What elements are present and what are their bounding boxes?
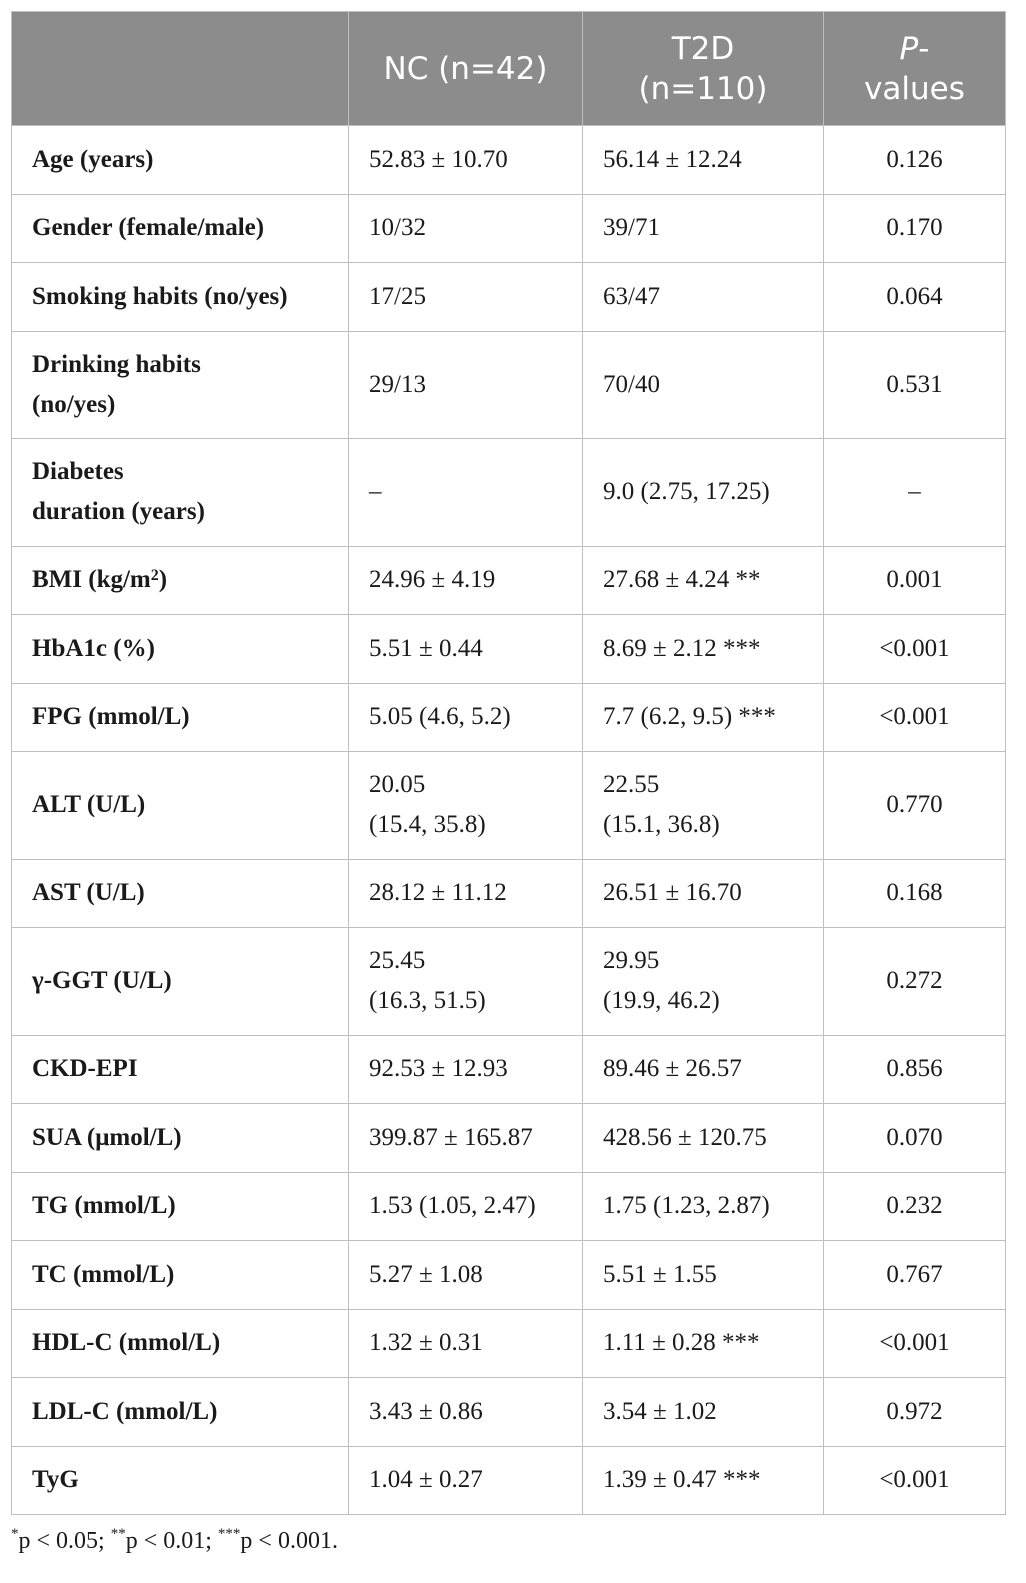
nc-value: 24.96 ± 4.19 [349, 546, 583, 615]
t2d-value: 9.0 (2.75, 17.25) [583, 439, 824, 547]
row-label: Gender (female/male) [12, 194, 349, 263]
row-label [12, 546, 349, 615]
table-row-bmi [12, 546, 1006, 615]
row-label [12, 439, 349, 547]
row-label-line2: duration (years) [32, 498, 205, 526]
table-row-ckd-epi [12, 1035, 1006, 1104]
p-value: 0.126 [824, 126, 1006, 195]
row-label: γ-GGT (U/L) [12, 928, 349, 1036]
footnote-star-3: *** [217, 1526, 241, 1542]
table-footnote [11, 1528, 338, 1555]
t2d-value: 70/40 [583, 331, 824, 439]
nc-value: 3.43 ± 0.86 [349, 1378, 583, 1447]
t2d-value: 39/71 [583, 194, 824, 263]
row-label: AST (U/L) [12, 859, 349, 928]
footnote-star-1: * [11, 1526, 19, 1542]
t2d-value: 27.68 ± 4.24 ** [583, 546, 824, 615]
nc-value: 1.32 ± 0.31 [349, 1309, 583, 1378]
nc-value: 5.51 ± 0.44 [349, 615, 583, 684]
t2d-value: 26.51 ± 16.70 [583, 859, 824, 928]
t2d-value-line1: 29.95 [603, 947, 660, 975]
table-row-diabetes-duration [12, 439, 1006, 547]
row-label-main: BMI (kg/m [32, 566, 151, 594]
header-nc: NC (n=42) [349, 12, 583, 126]
p-value: 0.972 [824, 1378, 1006, 1447]
footnote-star-2: ** [110, 1526, 126, 1542]
row-label: TC (mmol/L) [12, 1241, 349, 1310]
t2d-value-line2: (15.1, 36.8) [603, 811, 720, 839]
row-label: TyG [12, 1446, 349, 1515]
p-value: 0.272 [824, 928, 1006, 1036]
row-label [12, 331, 349, 439]
p-value: <0.001 [824, 683, 1006, 752]
table-row-age [12, 126, 1006, 195]
table-row-gender [12, 194, 1006, 263]
nc-value-line2: (15.4, 35.8) [369, 811, 486, 839]
t2d-value: 89.46 ± 26.57 [583, 1035, 824, 1104]
baseline-characteristics-table [11, 11, 1006, 1515]
t2d-value: 56.14 ± 12.24 [583, 126, 824, 195]
table-row-ldl-c [12, 1378, 1006, 1447]
t2d-value: 63/47 [583, 263, 824, 332]
header-pvalues-dash: - [918, 30, 930, 67]
p-value: 0.767 [824, 1241, 1006, 1310]
table-row-drinking [12, 331, 1006, 439]
row-label-end: ) [158, 566, 168, 594]
row-label: CKD-EPI [12, 1035, 349, 1104]
nc-value: 92.53 ± 12.93 [349, 1035, 583, 1104]
table-row-alt [12, 752, 1006, 860]
nc-value-line2: (16.3, 51.5) [369, 987, 486, 1015]
t2d-value [583, 928, 824, 1036]
table-row-smoking [12, 263, 1006, 332]
p-value: 0.064 [824, 263, 1006, 332]
footnote-text-1: p < 0.05; [18, 1528, 111, 1554]
row-label-line1: Drinking habits [32, 350, 201, 378]
nc-value: 29/13 [349, 331, 583, 439]
nc-value: 17/25 [349, 263, 583, 332]
nc-value: 1.04 ± 0.27 [349, 1446, 583, 1515]
t2d-value [583, 752, 824, 860]
row-label: FPG (mmol/L) [12, 683, 349, 752]
table-row-tyg [12, 1446, 1006, 1515]
table-row-fpg [12, 683, 1006, 752]
p-value: 0.770 [824, 752, 1006, 860]
p-value: 0.070 [824, 1104, 1006, 1173]
p-value: <0.001 [824, 1309, 1006, 1378]
nc-value [349, 928, 583, 1036]
row-label: HDL-C (mmol/L) [12, 1309, 349, 1378]
header-empty-cell [12, 12, 349, 126]
p-value: 0.170 [824, 194, 1006, 263]
t2d-value: 428.56 ± 120.75 [583, 1104, 824, 1173]
t2d-value: 1.75 (1.23, 2.87) [583, 1172, 824, 1241]
row-label: Smoking habits (no/yes) [12, 263, 349, 332]
row-label: TG (mmol/L) [12, 1172, 349, 1241]
nc-value: – [349, 439, 583, 547]
nc-value: 5.27 ± 1.08 [349, 1241, 583, 1310]
header-t2d-line1: T2D [671, 30, 735, 67]
table-row-sua [12, 1104, 1006, 1173]
p-value: <0.001 [824, 1446, 1006, 1515]
header-t2d [583, 12, 824, 126]
table-row-ggt [12, 928, 1006, 1036]
t2d-value: 5.51 ± 1.55 [583, 1241, 824, 1310]
t2d-value-line1: 22.55 [603, 771, 660, 799]
nc-value: 399.87 ± 165.87 [349, 1104, 583, 1173]
p-value: – [824, 439, 1006, 547]
nc-value: 10/32 [349, 194, 583, 263]
table-row-tg [12, 1172, 1006, 1241]
row-label-line2: (no/yes) [32, 390, 116, 418]
row-label-line1: Diabetes [32, 458, 124, 486]
nc-value [349, 752, 583, 860]
p-value: <0.001 [824, 615, 1006, 684]
row-label-superscript: 2 [150, 567, 159, 585]
footnote-text-2: p < 0.01; [125, 1528, 218, 1554]
p-value: 0.856 [824, 1035, 1006, 1104]
t2d-value: 8.69 ± 2.12 *** [583, 615, 824, 684]
nc-value: 5.05 (4.6, 5.2) [349, 683, 583, 752]
t2d-value: 7.7 (6.2, 9.5) *** [583, 683, 824, 752]
p-value: 0.001 [824, 546, 1006, 615]
row-label: Age (years) [12, 126, 349, 195]
header-pvalues-line2: values [864, 70, 965, 107]
table-header-row [12, 12, 1006, 126]
p-value: 0.531 [824, 331, 1006, 439]
nc-value: 1.53 (1.05, 2.47) [349, 1172, 583, 1241]
table-row-ast [12, 859, 1006, 928]
footnote-text-3: p < 0.001. [240, 1528, 338, 1554]
t2d-value: 3.54 ± 1.02 [583, 1378, 824, 1447]
p-value: 0.232 [824, 1172, 1006, 1241]
row-label: HbA1c (%) [12, 615, 349, 684]
t2d-value: 1.39 ± 0.47 *** [583, 1446, 824, 1515]
table-row-hba1c [12, 615, 1006, 684]
row-label: ALT (U/L) [12, 752, 349, 860]
table-row-hdl-c [12, 1309, 1006, 1378]
row-label: LDL-C (mmol/L) [12, 1378, 349, 1447]
header-t2d-line2: (n=110) [638, 70, 768, 107]
nc-value: 28.12 ± 11.12 [349, 859, 583, 928]
table-row-tc [12, 1241, 1006, 1310]
header-pvalues [824, 12, 1006, 126]
row-label: SUA (μmol/L) [12, 1104, 349, 1173]
p-value: 0.168 [824, 859, 1006, 928]
nc-value-line1: 20.05 [369, 771, 426, 799]
t2d-value-line2: (19.9, 46.2) [603, 987, 720, 1015]
header-pvalues-p: P [899, 30, 919, 67]
nc-value: 52.83 ± 10.70 [349, 126, 583, 195]
nc-value-line1: 25.45 [369, 947, 426, 975]
t2d-value: 1.11 ± 0.28 *** [583, 1309, 824, 1378]
